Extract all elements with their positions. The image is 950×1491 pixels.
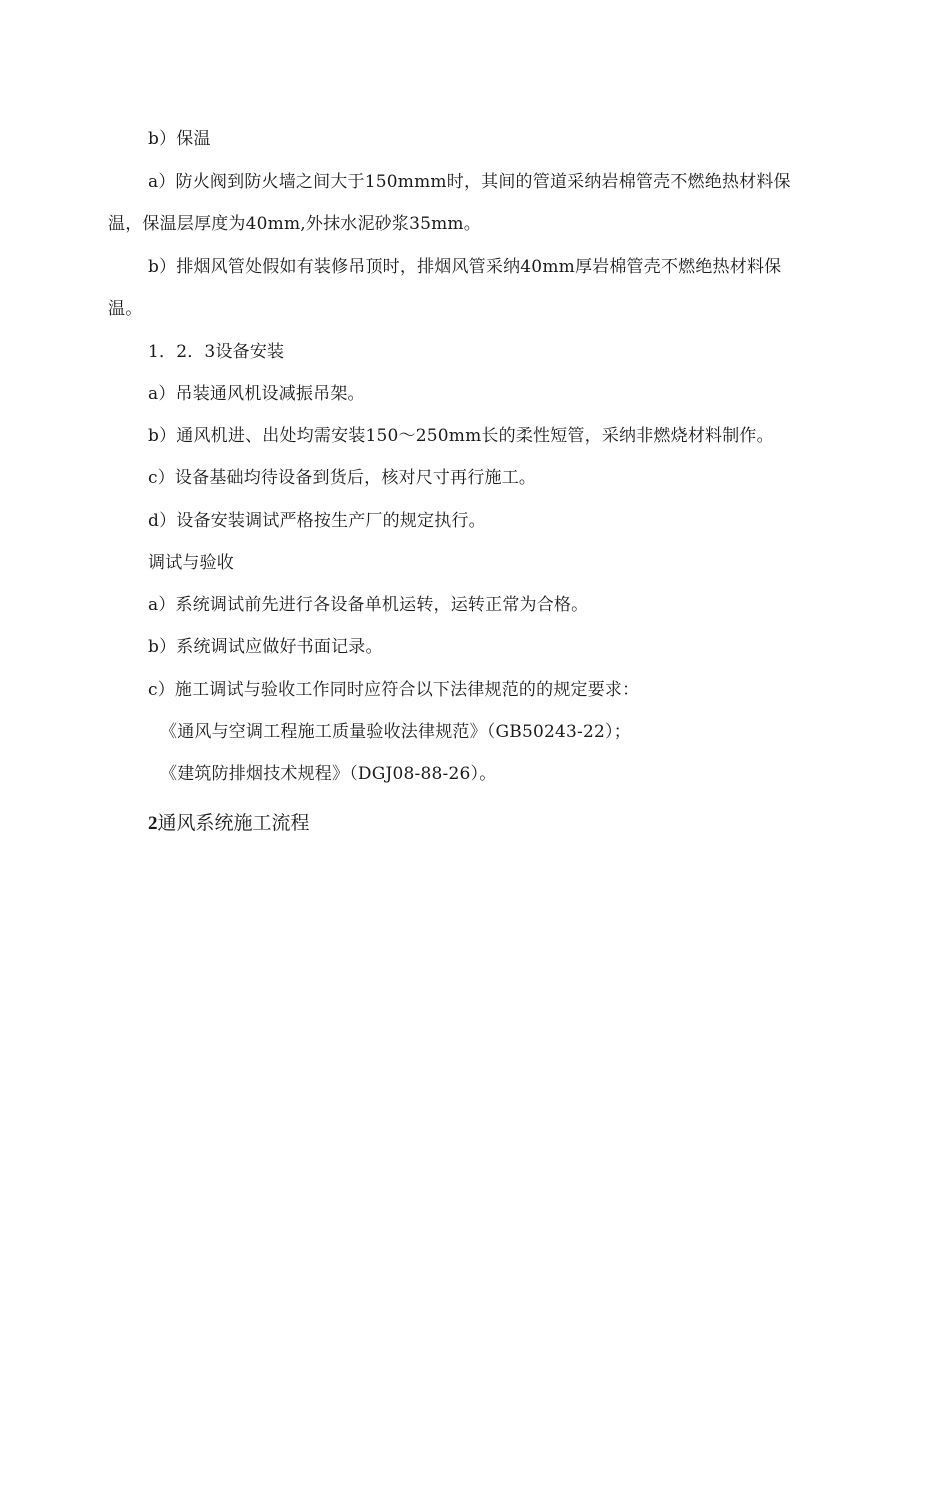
paragraph-line: c）设备基础均待设备到货后，核对尺寸再行施工。 [148,468,537,488]
paragraph-line: 温，保温层厚度为40mm,外抹水泥砂浆35mm。 [108,214,481,234]
section-title: 通风系统施工流程 [157,812,310,834]
reference-line: 《通风与空调工程施工质量验收法律规范》（GB50243-22）； [160,722,631,742]
paragraph-line: a）系统调试前先进行各设备单机运转，运转正常为合格。 [148,595,589,615]
paragraph-line: a）防火阀到防火墙之间大于150mmm时，其间的管道采纳岩棉管壳不燃绝热材料保 [148,172,791,192]
paragraph-line: d）设备安装调试严格按生产厂的规定执行。 [148,511,486,531]
section-number: 2 [148,813,158,834]
subsection-heading: 调试与验收 [148,553,234,573]
paragraph-line: a）吊装通风机设减振吊架。 [148,384,365,404]
subsection-heading: 1．2．3设备安装 [148,342,285,362]
section-heading [148,810,310,837]
paragraph-line: c）施工调试与验收工作同时应符合以下法律规范的的规定要求： [148,680,640,700]
paragraph-line: b）保温 [148,129,211,149]
paragraph-line: b）系统调试应做好书面记录。 [148,637,383,657]
paragraph-line: 温。 [108,299,143,319]
reference-line: 《建筑防排烟技术规程》（DGJ08-88-26）。 [160,764,497,784]
paragraph-line: b）排烟风管处假如有装修吊顶时，排烟风管采纳40mm厚岩棉管壳不燃绝热材料保 [148,257,782,277]
paragraph-line: b）通风机进、出处均需安装150〜250mm长的柔性短管，采纳非燃烧材料制作。 [148,426,774,446]
